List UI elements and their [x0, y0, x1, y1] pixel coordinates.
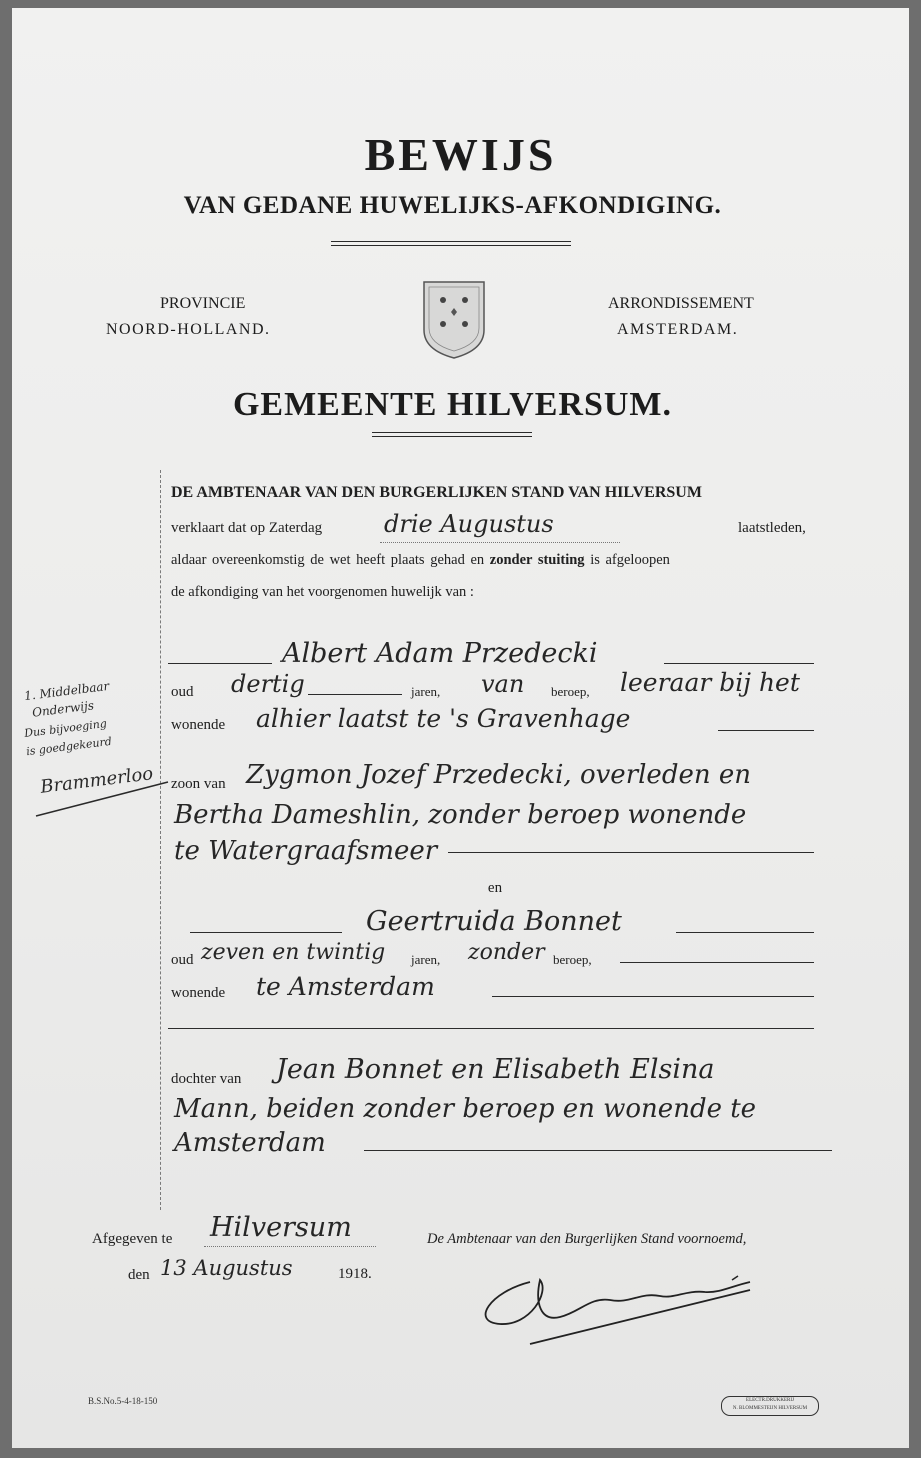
- groom-beroep-label: beroep,: [551, 684, 590, 699]
- bride-name-hand: Geertruida Bonnet: [366, 906, 622, 937]
- margin-note-line2: Onderwijs: [31, 698, 95, 720]
- groom-jaren-label: jaren,: [411, 684, 441, 699]
- laatstleden-text: laatstleden,: [738, 520, 806, 536]
- bride-jaren-label: jaren,: [411, 952, 441, 967]
- bride-parents-line2: Mann, beiden zonder beroep en wonende te: [174, 1094, 757, 1124]
- groom-van-hand: van: [481, 670, 525, 698]
- document-subtitle: VAN GEDANE HUWELIJKS-AFKONDIGING.: [183, 192, 722, 219]
- zaterdag-line: [380, 542, 620, 543]
- title-rule: [331, 241, 571, 246]
- groom-name-lead-line: [168, 663, 272, 664]
- zaterdag-date-hand: drie Augustus: [384, 510, 554, 538]
- bride-beroep-label: beroep,: [553, 952, 592, 967]
- den-year: 1918.: [338, 1266, 372, 1282]
- bride-wonende-hand: te Amsterdam: [256, 972, 435, 1001]
- coat-of-arms-icon: [421, 280, 487, 362]
- bride-wonende-label: wonende: [171, 985, 226, 1001]
- groom-oud-label: oud: [171, 684, 194, 700]
- ambtenaar-heading: DE AMBTENAAR VAN DEN BURGERLIJKEN STAND VAN HILVERSUM: [171, 484, 702, 501]
- bride-parents-line3: Amsterdam: [174, 1128, 326, 1158]
- afkondiging-text: de afkondiging van het voorgenomen huwelijk van :: [171, 584, 474, 600]
- bride-name-tail-line: [676, 932, 814, 933]
- ambtenaar-voornoemd: De Ambtenaar van den Burgerlijken Stand voornoemd,: [427, 1231, 747, 1247]
- aldaar-text: aldaar overeenkomstig de wet heeft plaats gehad en zonder stuiting is afgeloopen: [171, 552, 670, 568]
- den-date-hand: 13 Augustus: [160, 1256, 293, 1280]
- arrondissement-value: AMSTERDAM.: [617, 321, 739, 338]
- bride-age-hand: zeven en twintig: [201, 940, 386, 965]
- groom-parents-line1: Zygmon Jozef Przedecki, overleden en: [246, 760, 751, 790]
- provincie-value: NOORD-HOLLAND.: [106, 321, 271, 338]
- groom-age-line: [308, 694, 402, 695]
- margin-note-line4: is goedgekeurd: [25, 734, 113, 759]
- form-code: B.S.No.5-4-18-150: [88, 1396, 158, 1406]
- gemeente-heading: GEMEENTE HILVERSUM.: [232, 386, 673, 423]
- groom-beroep-hand: leeraar bij het: [620, 668, 800, 697]
- groom-parents-tail-line: [448, 852, 814, 853]
- arrondissement-label: ARRONDISSEMENT: [608, 295, 754, 312]
- afgegeven-label: Afgegeven te: [92, 1231, 173, 1247]
- bride-wonende-line: [492, 996, 814, 997]
- groom-wonende-line: [718, 730, 814, 731]
- gemeente-rule: [372, 432, 532, 437]
- bride-oud-label: oud: [171, 952, 194, 968]
- margin-connector-line: [30, 762, 170, 822]
- groom-parents-line3: te Watergraafsmeer: [174, 836, 438, 866]
- bride-blank-line: [168, 1028, 814, 1029]
- bride-beroep-hand: zonder: [468, 940, 545, 965]
- bride-name-lead-line: [190, 932, 342, 933]
- afgegeven-place-hand: Hilversum: [210, 1212, 352, 1243]
- en-label: en: [487, 880, 503, 896]
- margin-note-signature: Brammerloo: [39, 763, 155, 798]
- provincie-label: PROVINCIE: [160, 295, 246, 312]
- official-signature-icon: [470, 1262, 770, 1352]
- groom-name-tail-line: [664, 663, 814, 664]
- groom-parents-line2: Bertha Dameshlin, zonder beroep wonende: [174, 800, 747, 830]
- margin-rule: [160, 470, 161, 1210]
- den-label: den: [128, 1267, 150, 1283]
- document-title: BEWIJS: [364, 129, 557, 180]
- bride-dochter-label: dochter van: [171, 1071, 242, 1087]
- verklaart-text: verklaart dat op Zaterdag: [171, 520, 323, 536]
- afgegeven-line: [204, 1246, 376, 1247]
- groom-wonende-hand: alhier laatst te 's Gravenhage: [256, 704, 631, 733]
- margin-note-line3: Dus bijvoeging: [23, 716, 108, 741]
- groom-wonende-label: wonende: [171, 717, 226, 733]
- groom-age-hand: dertig: [231, 670, 305, 698]
- bride-parents-tail-line: [364, 1150, 832, 1151]
- bride-parents-line1: Jean Bonnet en Elisabeth Elsina: [276, 1054, 715, 1085]
- groom-name-hand: Albert Adam Przedecki: [282, 638, 598, 669]
- margin-note-line1: 1. Middelbaar: [23, 678, 110, 704]
- bride-beroep-line: [620, 962, 814, 963]
- printer-stamp: ELECTR.DRUKKERIJ N. BLOMMESTEIJN HILVERSUM: [721, 1396, 819, 1416]
- groom-zoon-label: zoon van: [171, 776, 226, 792]
